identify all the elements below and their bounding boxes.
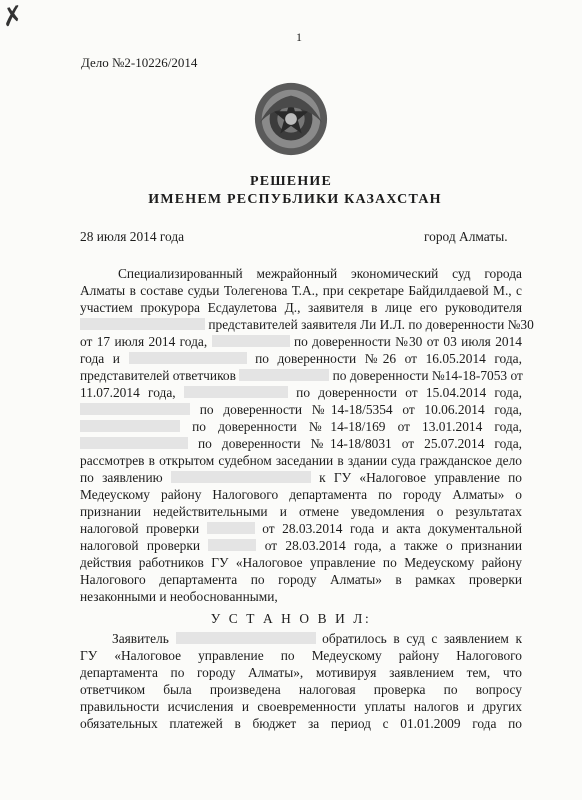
text-line: представителей заявителя Ли И.Л. по доверенности №30 (80, 316, 522, 333)
section-heading-ustanovil: У С Т А Н О В И Л: (210, 611, 372, 626)
redacted-block (80, 420, 180, 432)
redacted-block (184, 386, 288, 398)
text-line: по заявлению к ГУ «Налоговое управление по (80, 470, 522, 485)
redacted-block (239, 369, 329, 381)
text-line: признании недействительными и отмене уведомления о результатах (80, 504, 522, 519)
text-line: по доверенности №14-18/5354 от 10.06.2014 года, (80, 401, 522, 418)
redacted-block (80, 437, 188, 449)
document-title: РЕШЕНИЕ (249, 174, 333, 189)
page-number: 1 (296, 30, 302, 44)
text-line: налоговой проверки от 28.03.2014 года и акта документальной (80, 521, 522, 536)
text-line: по доверенности №14-18/169 от 13.01.2014 года, (80, 418, 522, 435)
text-line: рассмотрев в открытом судебном заседании в здании суда гражданское дело (80, 453, 522, 468)
text-line: года и по доверенности №26 от 16.05.2014 года, (80, 351, 522, 366)
text-line: 11.07.2014 года, по доверенности от 15.04.2014 года, (80, 385, 522, 400)
decision-city: город Алматы. (424, 229, 508, 244)
text-line: от 17 июля 2014 года, по доверенности №30 от 03 июля 2014 (80, 334, 522, 349)
redacted-block (171, 471, 311, 483)
text-line: действия работников ГУ «Налоговое управление по Медеускому району (80, 555, 522, 570)
state-emblem-icon (252, 80, 330, 158)
text-line: незаконными и необоснованными, (80, 589, 278, 604)
text-line: Алматы в составе судьи Толегенова Т.А., при секретаре Байдилдаевой М., с (80, 283, 522, 298)
text-line: Медеускому району Налогового департамента по городу Алматы» о (80, 487, 522, 502)
text-line: ГУ «Налоговое управление по Медеускому району Налогового (80, 648, 522, 663)
document-subtitle: ИМЕНЕМ РЕСПУБЛИКИ КАЗАХСТАН (148, 192, 442, 207)
text-line: департамента по городу Алматы», мотивируя заявлением тем, что (80, 665, 522, 680)
text-line: обязательных платежей в бюджет за период с 01.01.2009 года по (80, 716, 522, 731)
decision-date: 28 июля 2014 года (80, 229, 185, 244)
text-line: по доверенности №14-18/8031 от 25.07.2014 года, (80, 435, 522, 452)
case-number: Дело №2-10226/2014 (81, 55, 198, 70)
text-line: ответчиком была произведена налоговая проверка по вопросу (80, 682, 522, 697)
text-line: правильности исчисления и своевременности уплаты налогов и других (80, 699, 522, 714)
text-line: налоговой проверки от 28.03.2014 года, а также о признании (80, 538, 522, 553)
redacted-block (80, 403, 190, 415)
redacted-block (212, 335, 290, 347)
redacted-block (80, 318, 205, 330)
text-line: участием прокурора Есдаулетова Д., заявителя в лице его руководителя (80, 300, 522, 315)
redacted-block (129, 352, 247, 364)
text-line: Налогового департамента по городу Алматы» в рамках проверки (80, 572, 522, 587)
redacted-block (176, 632, 316, 644)
text-line: представителей ответчиков по доверенности №14-18-7053 от (80, 368, 523, 383)
redacted-block (207, 522, 255, 534)
redacted-block (208, 539, 256, 551)
handwritten-cross-mark: ✗ (0, 0, 27, 33)
text-line: Заявитель обратилось в суд с заявлением к (112, 631, 523, 646)
text-line: Специализированный межрайонный экономический суд города (118, 266, 522, 281)
